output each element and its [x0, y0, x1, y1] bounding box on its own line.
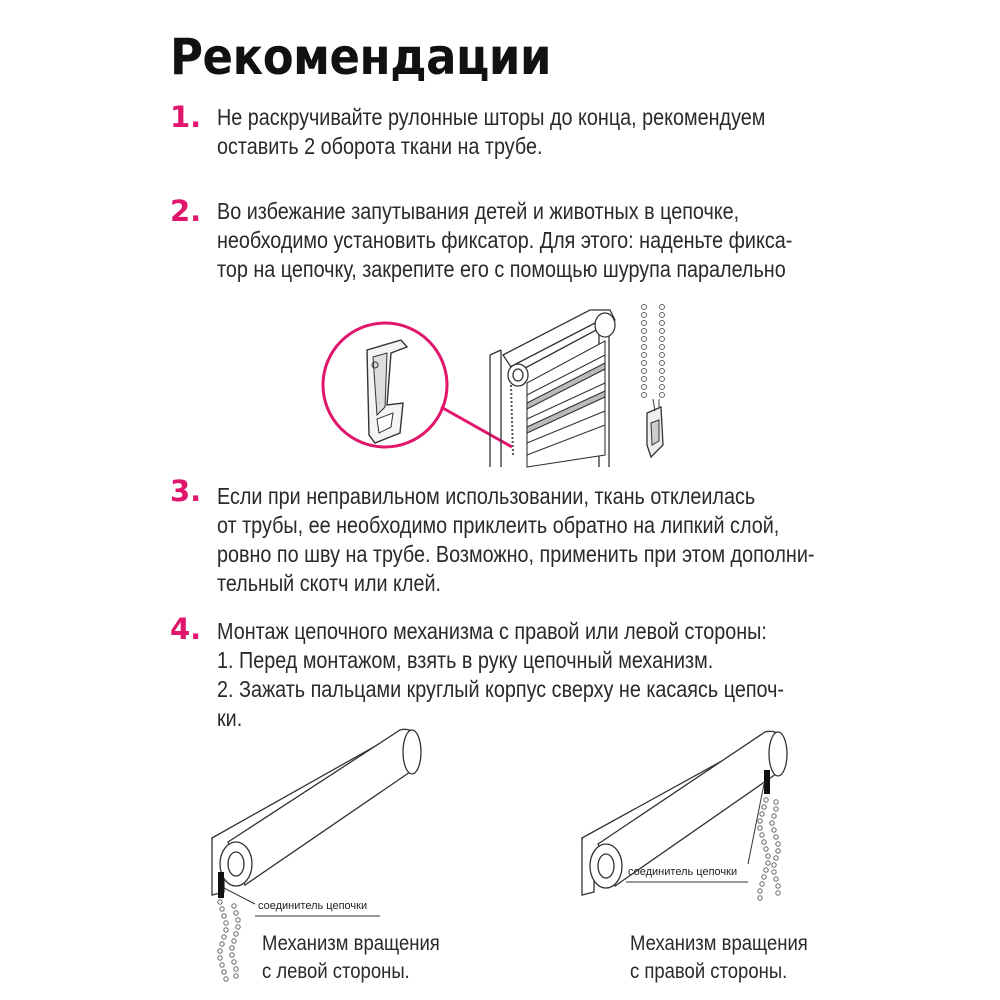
right-caption-line-2: с правой стороны. — [630, 960, 788, 983]
left-caption-line-1: Механизм вращения — [262, 932, 440, 955]
item-2-text — [217, 197, 871, 284]
right-caption-line-1: Механизм вращения — [630, 932, 808, 955]
chain-with-stopper — [642, 305, 665, 458]
item-4-line-1: Монтаж цепочного механизма с правой или левой стороны: — [217, 618, 767, 644]
right-chain — [758, 798, 780, 900]
item-4-line-3: 2. Зажать пальцами круглый корпус сверху не касаясь цепоч- — [217, 676, 784, 702]
item-3-number: 3. — [170, 474, 202, 508]
item-3-line-4: тельный скотч или клей. — [217, 570, 442, 596]
right-connector-pointer — [748, 784, 764, 864]
item-1-line-2: оставить 2 оборота ткани на трубе. — [217, 133, 543, 159]
left-connector-label: соединитель цепочки — [258, 900, 368, 912]
item-4-number: 4. — [170, 612, 202, 646]
left-tube-end-inner — [228, 852, 244, 876]
left-caption-line-2: с левой стороны. — [262, 960, 410, 983]
right-connector-label: соединитель цепочки — [628, 866, 738, 878]
left-chain-connector — [218, 872, 224, 898]
item-2-line-3: тор на цепочку, закрепите его с помощью шурупа паралельно — [217, 256, 786, 282]
left-tube-far-end — [403, 730, 421, 774]
blind-chain — [511, 385, 513, 455]
item-2-number: 2. — [170, 194, 202, 228]
left-chain — [218, 900, 240, 981]
right-mechanism-caption — [630, 930, 808, 986]
chain-stopper-svg — [315, 295, 695, 475]
item-1-line-1: Не раскручивайте рулонные шторы до конца, рекомендуем — [217, 104, 766, 130]
item-4-line-2: 1. Перед монтажом, взять в руку цепочный механизм. — [217, 647, 714, 673]
right-tube-end-inner — [598, 854, 614, 878]
right-roller-tube — [598, 731, 787, 886]
item-3-line-3: ровно по шву на трубе. Возможно, применить при этом дополни- — [217, 541, 815, 567]
item-4-text — [217, 617, 871, 733]
item-2-line-2: необходимо установить фиксатор. Для этого: наденьте фикса- — [217, 227, 793, 253]
left-connector-pointer — [224, 888, 255, 904]
left-mechanism-caption — [262, 930, 440, 986]
item-4-line-4: ки. — [217, 705, 243, 731]
item-3-line-1: Если при неправильном использовании, ткань отклеилась — [217, 483, 756, 509]
item-3-text — [217, 482, 871, 598]
item-2-line-1: Во избежание запутывания детей и животных в цепочке, — [217, 198, 740, 224]
item-1-text — [217, 103, 871, 161]
left-roller-tube — [228, 729, 421, 885]
chain-stopper-illustration — [315, 295, 695, 475]
right-chain-connector — [764, 770, 770, 794]
page-title: Рекомендации — [170, 28, 552, 86]
right-tube-far-end — [769, 732, 787, 776]
item-1-number: 1. — [170, 100, 202, 134]
item-3-line-2: от трубы, ее необходимо приклеить обратно на липкий слой, — [217, 512, 780, 538]
